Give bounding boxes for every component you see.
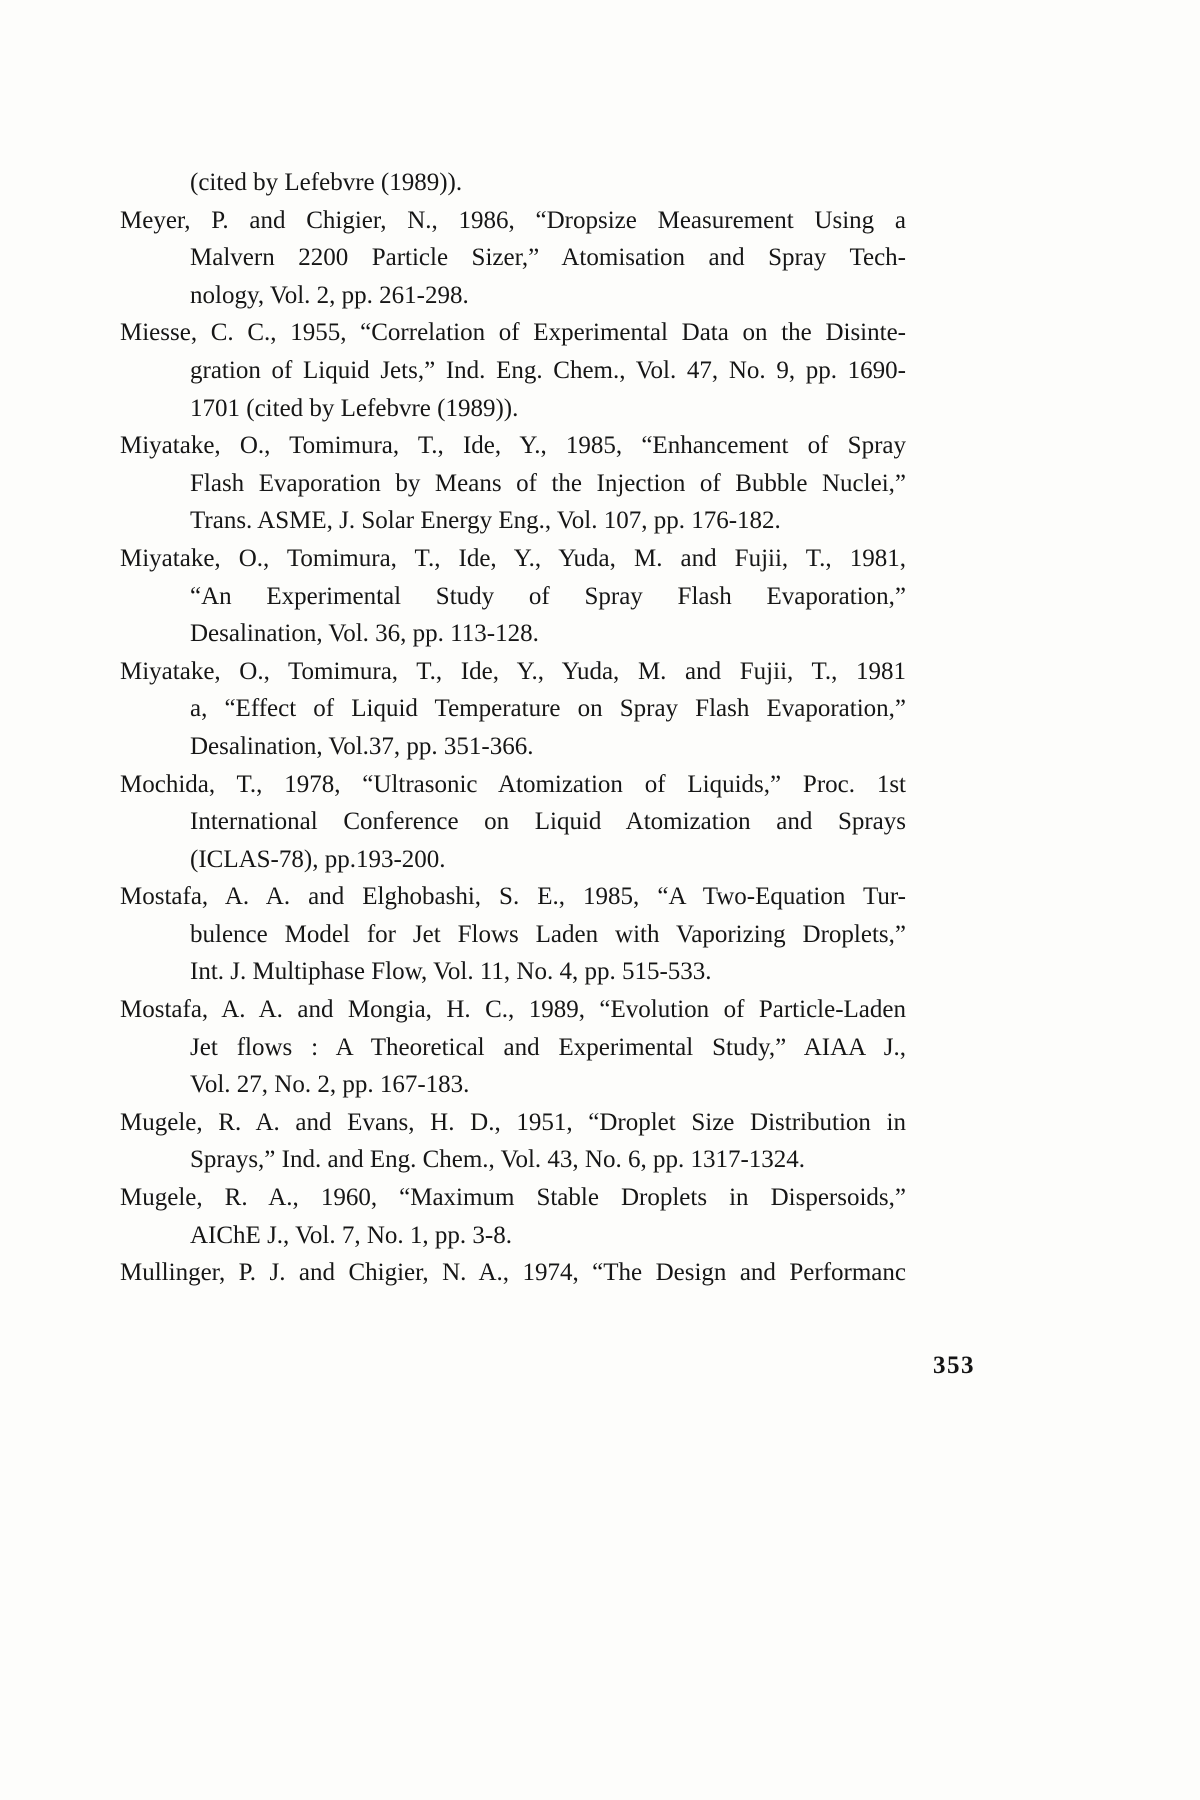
reference-line: Flash Evaporation by Means of the Injection of Bubble Nuclei,” (190, 469, 906, 497)
reference-line: Malvern 2200 Particle Sizer,” Atomisation and Spray Tech- (190, 244, 906, 272)
reference-entry (120, 314, 906, 427)
reference-entry (120, 427, 906, 540)
reference-entry (120, 878, 906, 991)
page-number: 353 (933, 1352, 975, 1379)
reference-line: Desalination, Vol. 36, pp. 113-128. (190, 620, 539, 648)
reference-line: International Conference on Liquid Atomization and Sprays (190, 808, 906, 836)
reference-line: Mochida, T., 1978, “Ultrasonic Atomization of Liquids,” Proc. 1st (120, 770, 906, 798)
reference-line: Meyer, P. and Chigier, N., 1986, “Dropsize Measurement Using a (120, 206, 906, 234)
reference-entry (120, 1104, 906, 1179)
reference-line: (cited by Lefebvre (1989)). (190, 169, 463, 196)
reference-line: AIChE J., Vol. 7, No. 1, pp. 3-8. (190, 1221, 513, 1249)
reference-entry (120, 1179, 906, 1254)
reference-line: Mugele, R. A. and Evans, H. D., 1951, “Droplet Size Distribution in (120, 1108, 906, 1136)
reference-entry (120, 540, 906, 653)
reference-line: Desalination, Vol.37, pp. 351-366. (190, 732, 534, 760)
reference-line: a, “Effect of Liquid Temperature on Spray Flash Evaporation,” (190, 695, 906, 723)
reference-line: bulence Model for Jet Flows Laden with Vaporizing Droplets,” (190, 920, 906, 948)
reference-entry (120, 1254, 906, 1292)
reference-line: gration of Liquid Jets,” Ind. Eng. Chem., Vol. 47, No. 9, pp. 1690- (190, 356, 906, 384)
reference-line: Miesse, C. C., 1955, “Correlation of Experimental Data on the Disinte- (120, 319, 906, 347)
reference-line: Mostafa, A. A. and Mongia, H. C., 1989, “Evolution of Particle-Laden (120, 996, 906, 1024)
reference-line: Jet flows : A Theoretical and Experimental Study,” AIAA J., (190, 1033, 906, 1061)
reference-entry (120, 766, 906, 879)
reference-line: Miyatake, O., Tomimura, T., Ide, Y., Yuda, M. and Fujii, T., 1981, (120, 544, 906, 572)
reference-line: Sprays,” Ind. and Eng. Chem., Vol. 43, No. 6, pp. 1317-1324. (190, 1146, 806, 1174)
reference-line: nology, Vol. 2, pp. 261-298. (190, 281, 469, 309)
reference-line: Miyatake, O., Tomimura, T., Ide, Y., 1985, “Enhancement of Spray (120, 432, 906, 460)
reference-entry (120, 991, 906, 1104)
reference-line: Mullinger, P. J. and Chigier, N. A., 1974, “The Design and Performanc (120, 1259, 906, 1287)
reference-entry (120, 164, 906, 202)
reference-line: Mostafa, A. A. and Elghobashi, S. E., 1985, “A Two-Equation Tur- (120, 883, 906, 911)
reference-line: Mugele, R. A., 1960, “Maximum Stable Droplets in Dispersoids,” (120, 1184, 906, 1212)
reference-line: Miyatake, O., Tomimura, T., Ide, Y., Yuda, M. and Fujii, T., 1981 (120, 657, 906, 685)
reference-line: Vol. 27, No. 2, pp. 167-183. (190, 1071, 470, 1099)
reference-line: Int. J. Multiphase Flow, Vol. 11, No. 4, pp. 515-533. (190, 958, 712, 986)
reference-line: 1701 (cited by Lefebvre (1989)). (190, 394, 519, 422)
references-text-block (120, 164, 906, 1292)
reference-entry (120, 202, 906, 315)
reference-entry (120, 653, 906, 766)
reference-line: “An Experimental Study of Spray Flash Evaporation,” (190, 582, 906, 610)
reference-line: (ICLAS-78), pp.193-200. (190, 845, 446, 873)
reference-line: Trans. ASME, J. Solar Energy Eng., Vol. 107, pp. 176-182. (190, 507, 781, 535)
